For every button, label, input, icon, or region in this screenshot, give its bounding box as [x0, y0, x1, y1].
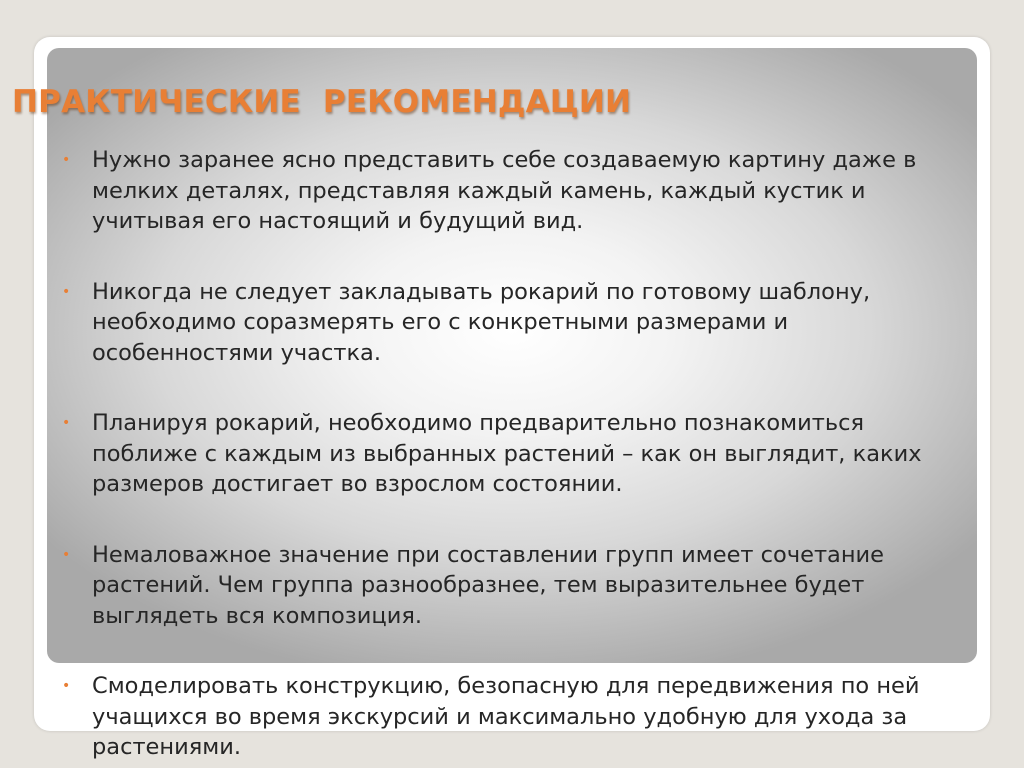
bullet-dot-icon: • — [62, 415, 71, 431]
bullet-list — [60, 145, 960, 763]
bullet-item — [60, 145, 960, 237]
bullet-dot-icon: • — [62, 678, 71, 694]
bullet-dot-icon: • — [62, 546, 71, 563]
bullet-item — [60, 277, 960, 369]
bullet-text: Никогда не следует закладывать рокарий по готовому шаблону, необходимо соразмерять его с конкретными размерами и особенностями участка. — [92, 278, 871, 366]
bullet-item — [60, 671, 960, 763]
bullet-item — [60, 540, 960, 632]
bullet-text: Немаловажное значение при составлении групп имеет сочетание растений. Чем группа разнообразнее, тем выразительнее будет выглядеть вся композиция. — [92, 541, 885, 629]
bullet-text: Планируя рокарий, необходимо предварительно познакомиться поближе с каждым из выбранных растений – как он выглядит, каких размеров достигает во взрослом состоянии. — [92, 410, 922, 497]
bullet-item — [60, 408, 960, 500]
bullet-dot-icon: • — [62, 152, 71, 168]
bullet-text: Смоделировать конструкцию, безопасную для передвижения по ней учащихся во время экскурсий и максимально удобную для ухода за растениями. — [92, 673, 920, 760]
bullet-dot-icon: • — [62, 283, 71, 300]
slide-title: ПРАКТИЧЕСКИЕ РЕКОМЕНДАЦИИ — [12, 84, 632, 120]
bullet-text: Нужно заранее ясно представить себе создаваемую картину даже в мелких деталях, представляя каждый камень, каждый кустик и учитывая его настоящий и будущий вид. — [92, 147, 917, 234]
